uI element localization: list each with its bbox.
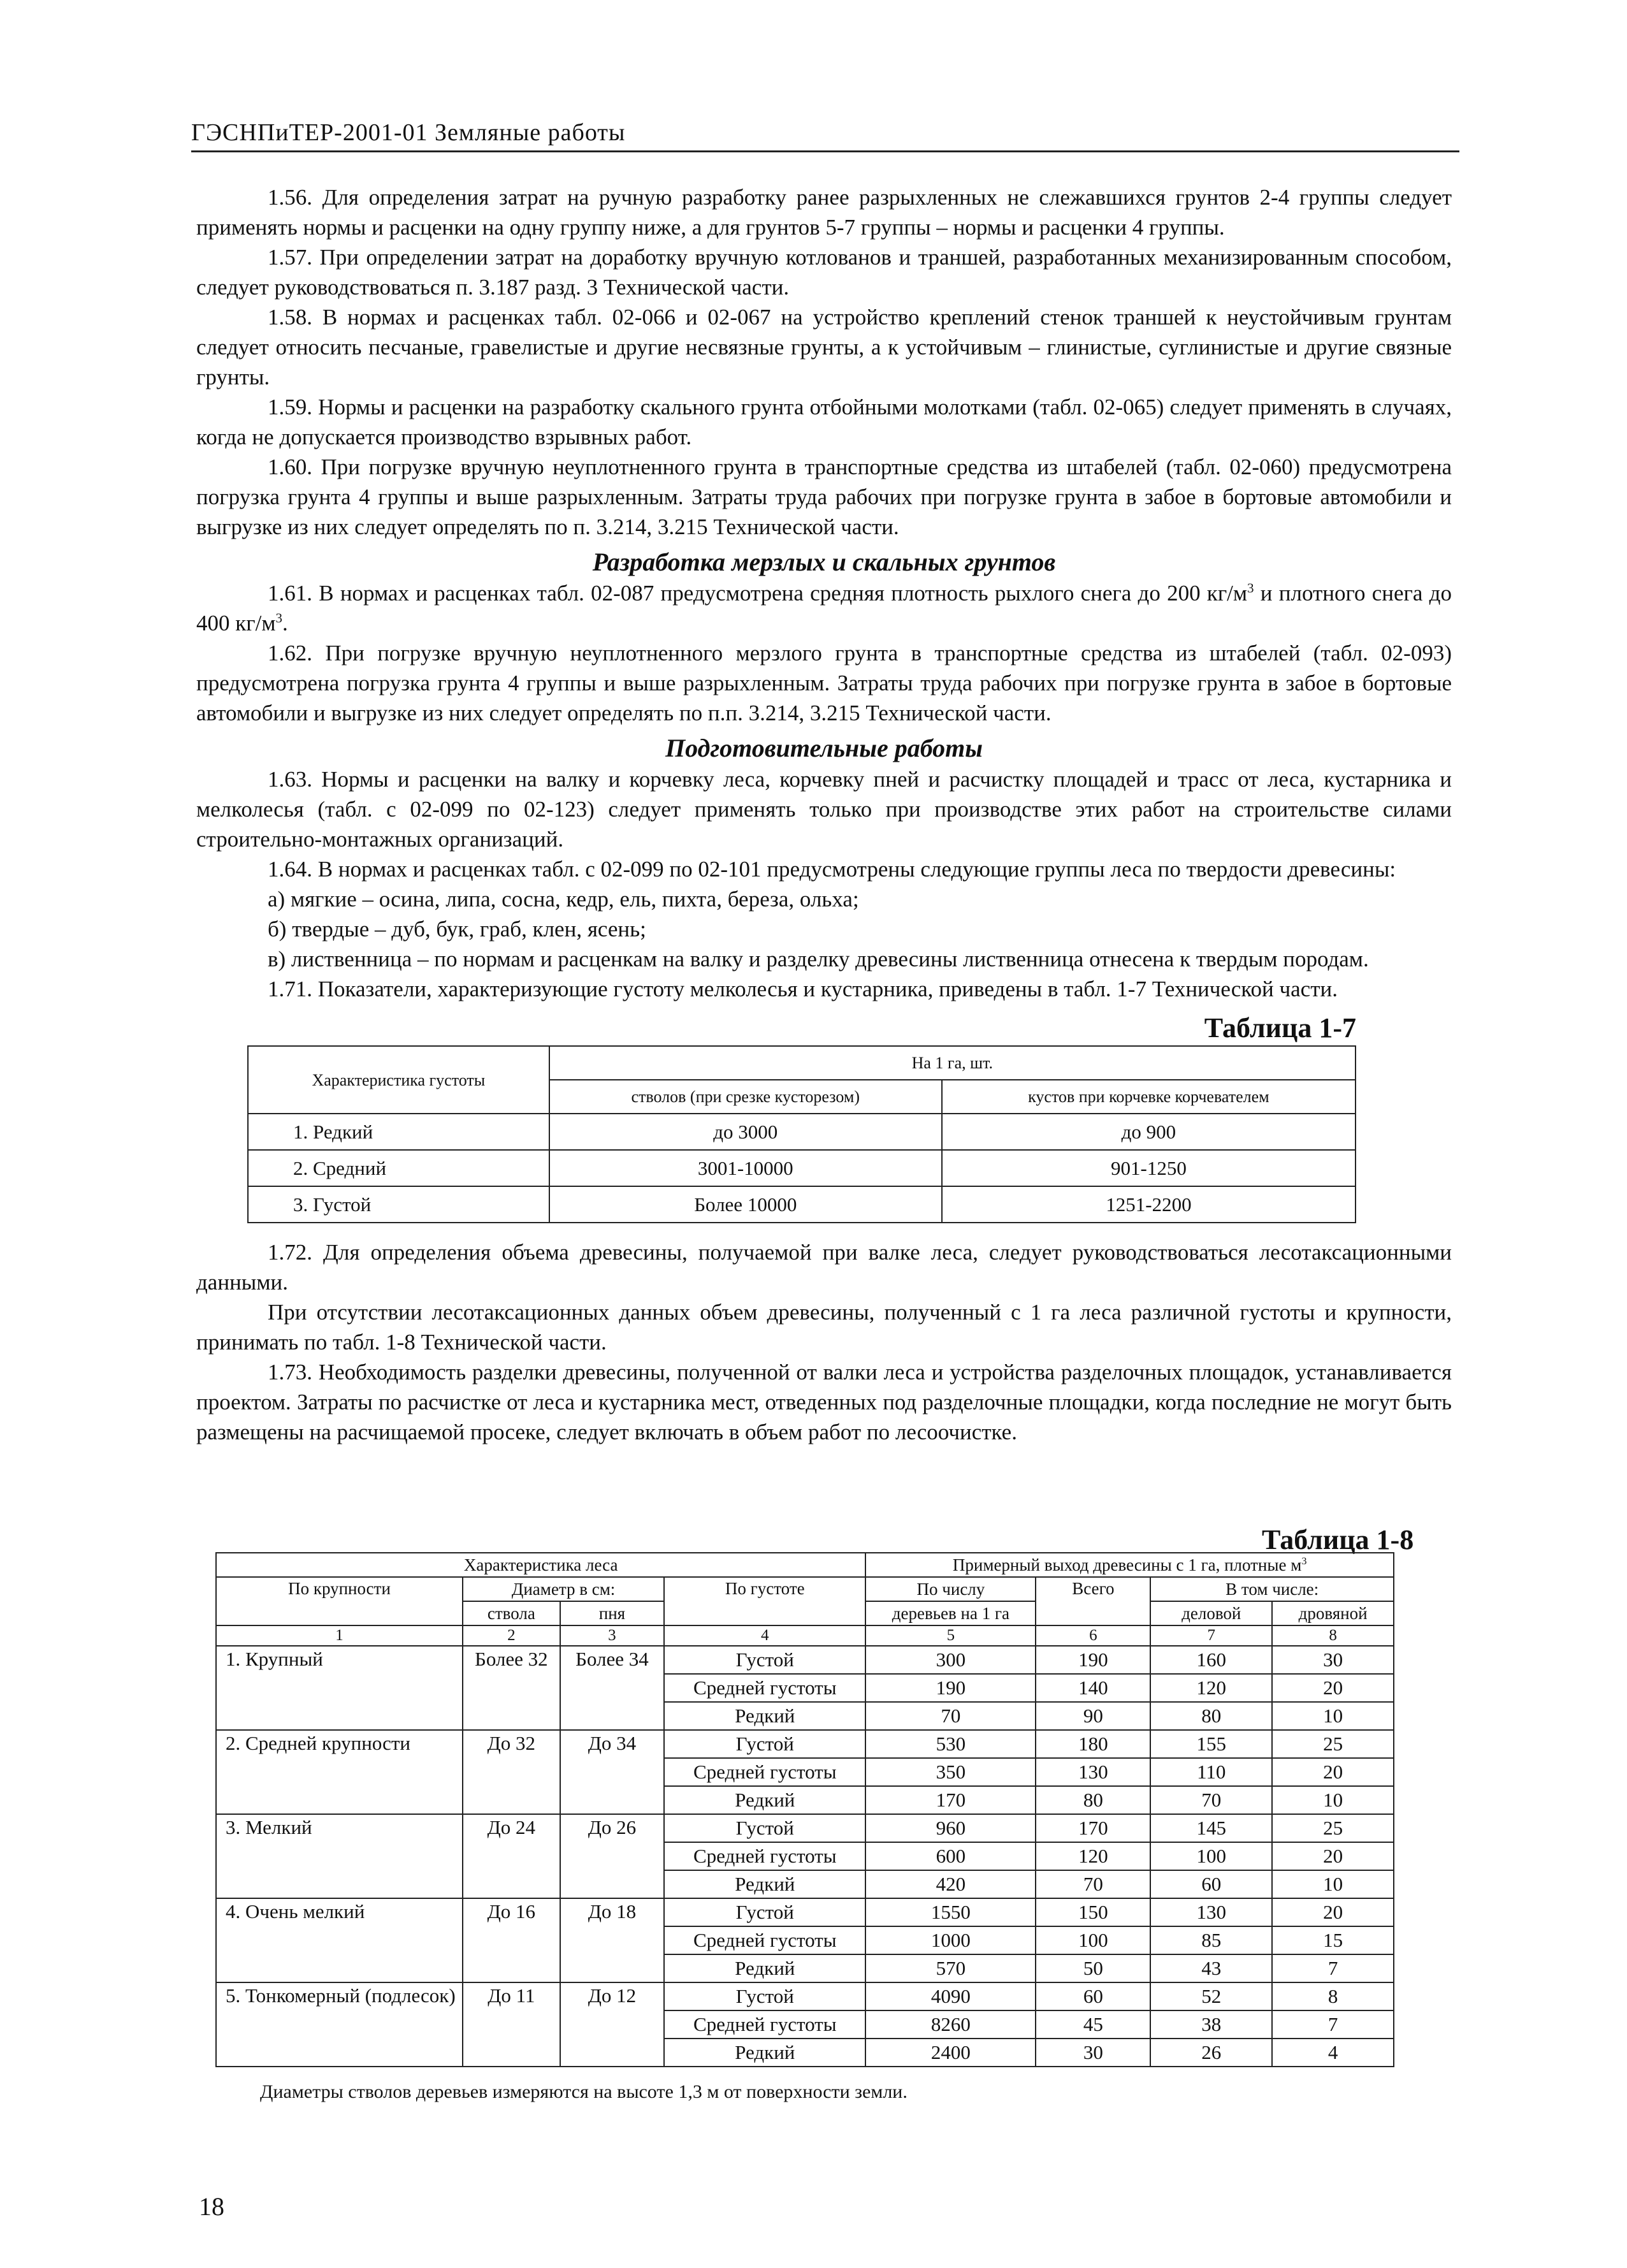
table-cell: Более 10000 <box>549 1186 942 1223</box>
table-cell: 8260 <box>865 2010 1036 2039</box>
table-cell: 350 <box>865 1758 1036 1786</box>
column-number: 4 <box>664 1625 865 1646</box>
table-cell: 155 <box>1150 1730 1272 1758</box>
table-1-7 <box>247 1045 1356 1223</box>
table-cell: 190 <box>865 1674 1036 1702</box>
table-cell: Густой <box>664 1730 865 1758</box>
table-cell: 901-1250 <box>942 1150 1356 1186</box>
paragraph-no-data: При отсутствии лесотаксационных данных объем древесины, полученный с 1 га леса различной густоты и крупности, принимать по табл. 1-8 Технической части. <box>196 1300 1452 1355</box>
table-row <box>248 1150 1356 1186</box>
table-cell: 7 <box>1272 1954 1394 1982</box>
table-cell: 80 <box>1150 1702 1272 1730</box>
table-cell: Редкий <box>664 1786 865 1814</box>
table-cell: 2. Средней крупности <box>216 1730 463 1814</box>
table-cell: Густой <box>664 1982 865 2010</box>
table-cell: Более 34 <box>560 1646 665 1730</box>
table-cell: 4 <box>1272 2039 1394 2067</box>
table-cell: 1550 <box>865 1898 1036 1926</box>
page-number: 18 <box>199 2192 224 2221</box>
table-cell: До 34 <box>560 1730 665 1814</box>
table-cell: 150 <box>1036 1898 1150 1926</box>
table-cell: 20 <box>1272 1898 1394 1926</box>
column-number: 3 <box>560 1625 665 1646</box>
table-cell: До 18 <box>560 1898 665 1982</box>
table-header: деревьев на 1 га <box>865 1601 1036 1625</box>
table-cell: 25 <box>1272 1730 1394 1758</box>
table-row <box>248 1114 1356 1150</box>
table-cell: 50 <box>1036 1954 1150 1982</box>
section-title-preparatory: Подготовительные работы <box>665 734 983 762</box>
column-number: 1 <box>216 1625 463 1646</box>
paragraph-1-71: 1.71. Показатели, характеризующие густоту мелколесья и кустарника, приведены в табл. 1-7 Технической части. <box>268 977 1338 1001</box>
table-cell: 130 <box>1036 1758 1150 1786</box>
table-cell: 2. Средний <box>248 1150 549 1186</box>
running-header: ГЭСНПиТЕР-2001-01 Земляные работы <box>191 119 1459 152</box>
table-cell: 7 <box>1272 2010 1394 2039</box>
table-header: Примерный выход древесины с 1 га, плотные $м^3$ <box>865 1553 1394 1577</box>
table-cell: 43 <box>1150 1954 1272 1982</box>
column-number: 6 <box>1036 1625 1150 1646</box>
table-cell: Средней густоты <box>664 1758 865 1786</box>
table-cell: 570 <box>865 1954 1036 1982</box>
paragraph-1-60: 1.60. При погрузке вручную неуплотненного грунта в транспортные средства из штабелей (табл. 02-060) предусмотрена погрузка грунта 4 группы и выше разрыхленным. Затраты труда рабочих при погрузке грунта в забое в бортовые автомобили и выгрузке из них следует определять по п. 3.214, 3.215 Технической части. <box>196 454 1452 539</box>
table-cell: 100 <box>1150 1842 1272 1870</box>
table-cell: 530 <box>865 1730 1036 1758</box>
table-cell: 38 <box>1150 2010 1272 2039</box>
table-header: дровяной <box>1272 1601 1394 1625</box>
table-cell: До 24 <box>463 1814 560 1898</box>
paragraph-1-56: 1.56. Для определения затрат на ручную разработку ранее разрыхленных не слежавшихся грунтов 2-4 группы следует применять нормы и расценки на одну группу ниже, а для грунтов 5-7 группы – нормы и расценки 4 группы. <box>196 185 1452 240</box>
table-header: Характеристика леса <box>216 1553 865 1577</box>
table-cell: 20 <box>1272 1842 1394 1870</box>
table-cell: 145 <box>1150 1814 1272 1842</box>
table-cell: До 32 <box>463 1730 560 1814</box>
table-header: По густоте <box>664 1577 865 1625</box>
table-cell: 960 <box>865 1814 1036 1842</box>
table-cell: 2400 <box>865 2039 1036 2067</box>
table-row <box>216 1982 1394 2010</box>
table-header: стволов (при срезке кусторезом) <box>549 1080 942 1114</box>
table-cell: Редкий <box>664 2039 865 2067</box>
table-row <box>216 1814 1394 1842</box>
table-1-8-body <box>216 1646 1394 2067</box>
table-cell: 70 <box>865 1702 1036 1730</box>
table-1-8-caption: Таблица 1-8 <box>1262 1524 1414 1555</box>
table-header: ствола <box>463 1601 560 1625</box>
table-cell: Редкий <box>664 1954 865 1982</box>
table-header: деловой <box>1150 1601 1272 1625</box>
table-row <box>216 1898 1394 1926</box>
table-cell: 170 <box>1036 1814 1150 1842</box>
table-cell: 4. Очень мелкий <box>216 1898 463 1982</box>
table-cell: Редкий <box>664 1870 865 1898</box>
table-header: Диаметр в см: <box>463 1577 664 1601</box>
table-cell: 70 <box>1150 1786 1272 1814</box>
table-row <box>216 1646 1394 1674</box>
list-item-larch: в) лиственница – по нормам и расценкам на валку и разделку древесины лиственница отнесена к твердым породам. <box>268 947 1369 971</box>
table-cell: 25 <box>1272 1814 1394 1842</box>
table-cell: До 16 <box>463 1898 560 1982</box>
table-cell: Средней густоты <box>664 1842 865 1870</box>
table-header: По числу <box>865 1577 1036 1601</box>
table-1-8-wrapper <box>215 1552 1394 2067</box>
table-cell: До 12 <box>560 1982 665 2067</box>
table-cell: 1251-2200 <box>942 1186 1356 1223</box>
paragraph-1-62: 1.62. При погрузке вручную неуплотненного мерзлого грунта в транспортные средства из штабелей (табл. 02-093) предусмотрена погрузка грунта 4 группы и выше разрыхленным. Затраты труда рабочих при погрузке грунта в забое в бортовые автомобили и выгрузке из них следует определять по п.п. 3.214, 3.215 Технической части. <box>196 641 1452 725</box>
table-cell: Густой <box>664 1646 865 1674</box>
table-cell: 100 <box>1036 1926 1150 1954</box>
column-number: 5 <box>865 1625 1036 1646</box>
table-cell: 110 <box>1150 1758 1272 1786</box>
table-1-8 <box>215 1552 1394 2067</box>
table-cell: до 900 <box>942 1114 1356 1150</box>
table-cell: 30 <box>1036 2039 1150 2067</box>
table-cell: 20 <box>1272 1758 1394 1786</box>
table-cell: 4090 <box>865 1982 1036 2010</box>
table-header: Характеристика густоты <box>248 1046 549 1114</box>
table-row <box>216 1730 1394 1758</box>
table-cell: 3001-10000 <box>549 1150 942 1186</box>
table-cell: 8 <box>1272 1982 1394 2010</box>
table-cell: Густой <box>664 1898 865 1926</box>
table-cell: 3. Густой <box>248 1186 549 1223</box>
table-cell: Средней густоты <box>664 1674 865 1702</box>
paragraph-1-57: 1.57. При определении затрат на доработку вручную котлованов и траншей, разработанных механизированным способом, следует руководствоваться п. 3.187 разд. 3 Технической части. <box>196 245 1452 300</box>
table-cell: 70 <box>1036 1870 1150 1898</box>
column-number: 8 <box>1272 1625 1394 1646</box>
body-text <box>196 182 1452 1447</box>
table-cell: 60 <box>1036 1982 1150 2010</box>
table-cell: 3. Мелкий <box>216 1814 463 1898</box>
table-row <box>248 1186 1356 1223</box>
table-cell: 10 <box>1272 1786 1394 1814</box>
table-cell: 52 <box>1150 1982 1272 2010</box>
table-cell: До 11 <box>463 1982 560 2067</box>
table-cell: 180 <box>1036 1730 1150 1758</box>
table-cell: 420 <box>865 1870 1036 1898</box>
table-cell: 600 <box>865 1842 1036 1870</box>
table-header: По крупности <box>216 1577 463 1625</box>
paragraph-1-73: 1.73. Необходимость разделки древесины, полученной от валки леса и устройства разделочных площадок, устанавливается проектом. Затраты по расчистке от леса и кустарника мест, отведенных под разделочные площадки, когда последние не могут быть размещены на расчищаемой просеке, следует включать в объем работ по лесоочистке. <box>196 1360 1452 1444</box>
table-cell: 15 <box>1272 1926 1394 1954</box>
section-title-frozen-soils: Разработка мерзлых и скальных грунтов <box>592 548 1056 576</box>
paragraph-1-72: 1.72. Для определения объема древесины, получаемой при валке леса, следует руководствоваться лесотаксационными данными. <box>196 1240 1452 1295</box>
table-cell: 300 <box>865 1646 1036 1674</box>
paragraph-1-58: 1.58. В нормах и расценках табл. 02-066 и 02-067 на устройство креплений стенок траншей к неустойчивым грунтам следует относить песчаные, гравелистые и другие несвязные грунты, а к устойчивым – глинистые, суглинистые и другие связные грунты. <box>196 305 1452 389</box>
table-cell: 5. Тонкомерный (подлесок) <box>216 1982 463 2067</box>
table-cell: 170 <box>865 1786 1036 1814</box>
table-cell: 60 <box>1150 1870 1272 1898</box>
paragraph-1-63: 1.63. Нормы и расценки на валку и корчевку леса, корчевку пней и расчистку площадей и трасс от леса, кустарника и мелколесья (табл. с 02-099 по 02-123) следует применять только при производстве этих работ на строительстве силами строительно-монтажных организаций. <box>196 767 1452 852</box>
table-header: кустов при корчевке корчевателем <box>942 1080 1356 1114</box>
table-cell: Средней густоты <box>664 2010 865 2039</box>
paragraph-1-64: 1.64. В нормах и расценках табл. с 02-099 по 02-101 предусмотрены следующие группы леса по твердости древесины: <box>268 857 1396 882</box>
table-cell: 140 <box>1036 1674 1150 1702</box>
table-cell: 120 <box>1150 1674 1272 1702</box>
table-cell: 90 <box>1036 1702 1150 1730</box>
table-cell: 160 <box>1150 1646 1272 1674</box>
table-cell: 80 <box>1036 1786 1150 1814</box>
table-header: На 1 га, шт. <box>549 1046 1356 1080</box>
table-cell: 26 <box>1150 2039 1272 2067</box>
table-header: Всего <box>1036 1577 1150 1625</box>
table-column-numbers <box>216 1625 1394 1646</box>
list-item-soft: а) мягкие – осина, липа, сосна, кедр, ель, пихта, береза, ольха; <box>268 887 859 912</box>
table-cell: 10 <box>1272 1702 1394 1730</box>
table-cell: 190 <box>1036 1646 1150 1674</box>
paragraph-1-59: 1.59. Нормы и расценки на разработку скального грунта отбойными молотками (табл. 02-065) следует применять в случаях, когда не допускается производство взрывных работ. <box>196 395 1452 449</box>
table-cell: 130 <box>1150 1898 1272 1926</box>
table-cell: до 3000 <box>549 1114 942 1150</box>
paragraph-1-61: 1.61. В нормах и расценках табл. 02-087 предусмотрена средняя плотность рыхлого снега до 200 $кг/м^3$ и плотного снега до 400 $кг/м^3$. <box>196 580 1452 636</box>
column-number: 7 <box>1150 1625 1272 1646</box>
table-cell: Более 32 <box>463 1646 560 1730</box>
table-cell: До 26 <box>560 1814 665 1898</box>
table-cell: 30 <box>1272 1646 1394 1674</box>
table-1-7-caption: Таблица 1-7 <box>1204 1012 1356 1043</box>
column-number: 2 <box>463 1625 560 1646</box>
table-cell: 85 <box>1150 1926 1272 1954</box>
table-cell: 120 <box>1036 1842 1150 1870</box>
table-cell: 10 <box>1272 1870 1394 1898</box>
table-cell: 1000 <box>865 1926 1036 1954</box>
table-footnote: Диаметры стволов деревьев измеряются на высоте 1,3 м от поверхности земли. <box>260 2081 908 2102</box>
table-cell: 1. Крупный <box>216 1646 463 1730</box>
table-cell: 20 <box>1272 1674 1394 1702</box>
table-header: В том числе: <box>1150 1577 1394 1601</box>
table-cell: 1. Редкий <box>248 1114 549 1150</box>
table-cell: 45 <box>1036 2010 1150 2039</box>
list-item-hard: б) твердые – дуб, бук, граб, клен, ясень; <box>268 917 646 941</box>
table-header: пня <box>560 1601 665 1625</box>
table-cell: Густой <box>664 1814 865 1842</box>
table-cell: Редкий <box>664 1702 865 1730</box>
table-cell: Средней густоты <box>664 1926 865 1954</box>
